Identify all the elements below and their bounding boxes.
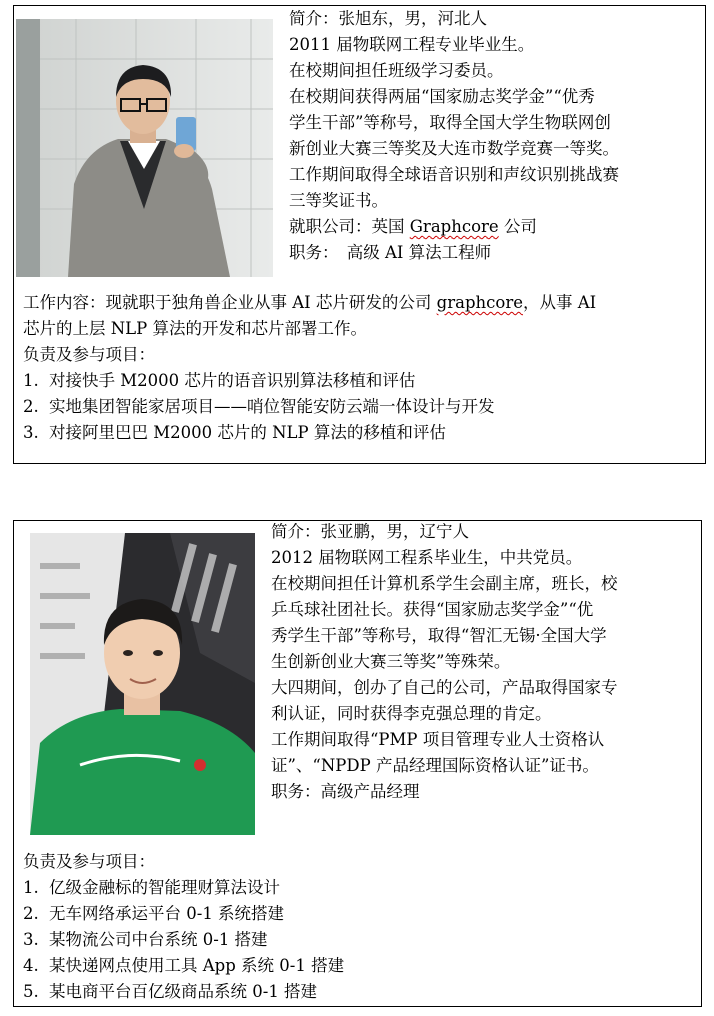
list-item (23, 953, 344, 979)
list-item (23, 368, 415, 394)
list-item (23, 901, 284, 927)
company-prefix: 就职公司：英国 (289, 217, 410, 236)
list-item (23, 875, 280, 901)
list-item-text: 某物流公司中台系统 0-1 搭建 (49, 930, 268, 949)
profile-card-2 (13, 520, 702, 1007)
cert-line-2: 证”、“NPDP 产品经理国际资格认证”证书。 (271, 756, 599, 775)
portrait-photo (16, 19, 273, 277)
list-item (23, 394, 495, 420)
awards-line-1: 在校期间获得两届“国家励志奖学金”“优秀 (289, 87, 595, 106)
list-item-number: 3. (23, 423, 39, 442)
company-line (289, 214, 537, 240)
list-item-text: 对接快手 M2000 芯片的语音识别算法移植和评估 (49, 371, 416, 390)
intro-line: 简介：张旭东，男，河北人 (289, 9, 487, 28)
list-item-number: 2. (23, 904, 39, 923)
work-content-line-2: 芯片的上层 NLP 算法的开发和芯片部署工作。 (23, 319, 367, 338)
company-name: Graphcore (409, 217, 499, 236)
profile-card-1 (13, 5, 706, 464)
list-item-text: 亿级金融标的智能理财算法设计 (49, 878, 280, 897)
portrait-photo (30, 533, 255, 835)
senior-line-2: 利认证，同时获得李克强总理的肯定。 (271, 704, 552, 723)
list-item (23, 420, 446, 446)
senior-line-1: 大四期间，创办了自己的公司，产品取得国家专 (271, 678, 618, 697)
work-content-line-1 (23, 290, 596, 316)
projects-heading: 负责及参与项目： (23, 852, 155, 871)
list-item-number: 5. (23, 982, 39, 1001)
projects-heading: 负责及参与项目： (23, 345, 155, 364)
school-role-line: 在校期间担任班级学习委员。 (289, 61, 504, 80)
work-award-line-2: 三等奖证书。 (289, 191, 388, 210)
work-content-prefix: 工作内容：现就职于独角兽企业从事 AI 芯片研发的公司 (23, 293, 437, 312)
awards-line-3: 新创业大赛三等奖及大连市数学竞赛一等奖。 (289, 139, 619, 158)
list-item-number: 4. (23, 956, 39, 975)
graduation-line: 2011 届物联网工程专业毕业生。 (289, 35, 535, 54)
list-item-number: 1. (23, 371, 39, 390)
list-item-text: 某快递网点使用工具 App 系统 0-1 搭建 (49, 956, 345, 975)
list-item-number: 3. (23, 930, 39, 949)
position-line: 职务： 高级 AI 算法工程师 (289, 243, 492, 262)
list-item-text: 对接阿里巴巴 M2000 芯片的 NLP 算法的移植和评估 (49, 423, 446, 442)
list-item (23, 927, 268, 953)
list-item (23, 979, 317, 1005)
cert-line-1: 工作期间取得“PMP 项目管理专业人士资格认 (271, 730, 605, 749)
list-item-text: 无车网络承运平台 0-1 系统搭建 (49, 904, 285, 923)
list-item-number: 2. (23, 397, 39, 416)
school-line-1: 在校期间担任计算机系学生会副主席，班长，校 (271, 574, 618, 593)
school-line-2: 乒乓球社团社长。获得“国家励志奖学金”“优 (271, 600, 594, 619)
position-line: 职务：高级产品经理 (271, 782, 420, 801)
list-item-text: 某电商平台百亿级商品系统 0-1 搭建 (49, 982, 318, 1001)
awards-line-2: 学生干部”等称号，取得全国大学生物联网创 (289, 113, 611, 132)
list-item-number: 1. (23, 878, 39, 897)
school-line-3: 秀学生干部”等称号，取得“智汇无锡·全国大学 (271, 626, 607, 645)
list-item-text: 实地集团智能家居项目——哨位智能安防云端一体设计与开发 (49, 397, 495, 416)
work-content-company: graphcore (436, 293, 523, 312)
intro-line: 简介：张亚鹏，男，辽宁人 (271, 522, 469, 541)
company-suffix: 公司 (498, 217, 537, 236)
work-award-line-1: 工作期间取得全球语音识别和声纹识别挑战赛 (289, 165, 619, 184)
graduation-line: 2012 届物联网工程系毕业生，中共党员。 (271, 548, 583, 567)
work-content-suffix: ，从事 AI (522, 293, 597, 312)
school-line-4: 生创新创业大赛三等奖”等殊荣。 (271, 652, 511, 671)
